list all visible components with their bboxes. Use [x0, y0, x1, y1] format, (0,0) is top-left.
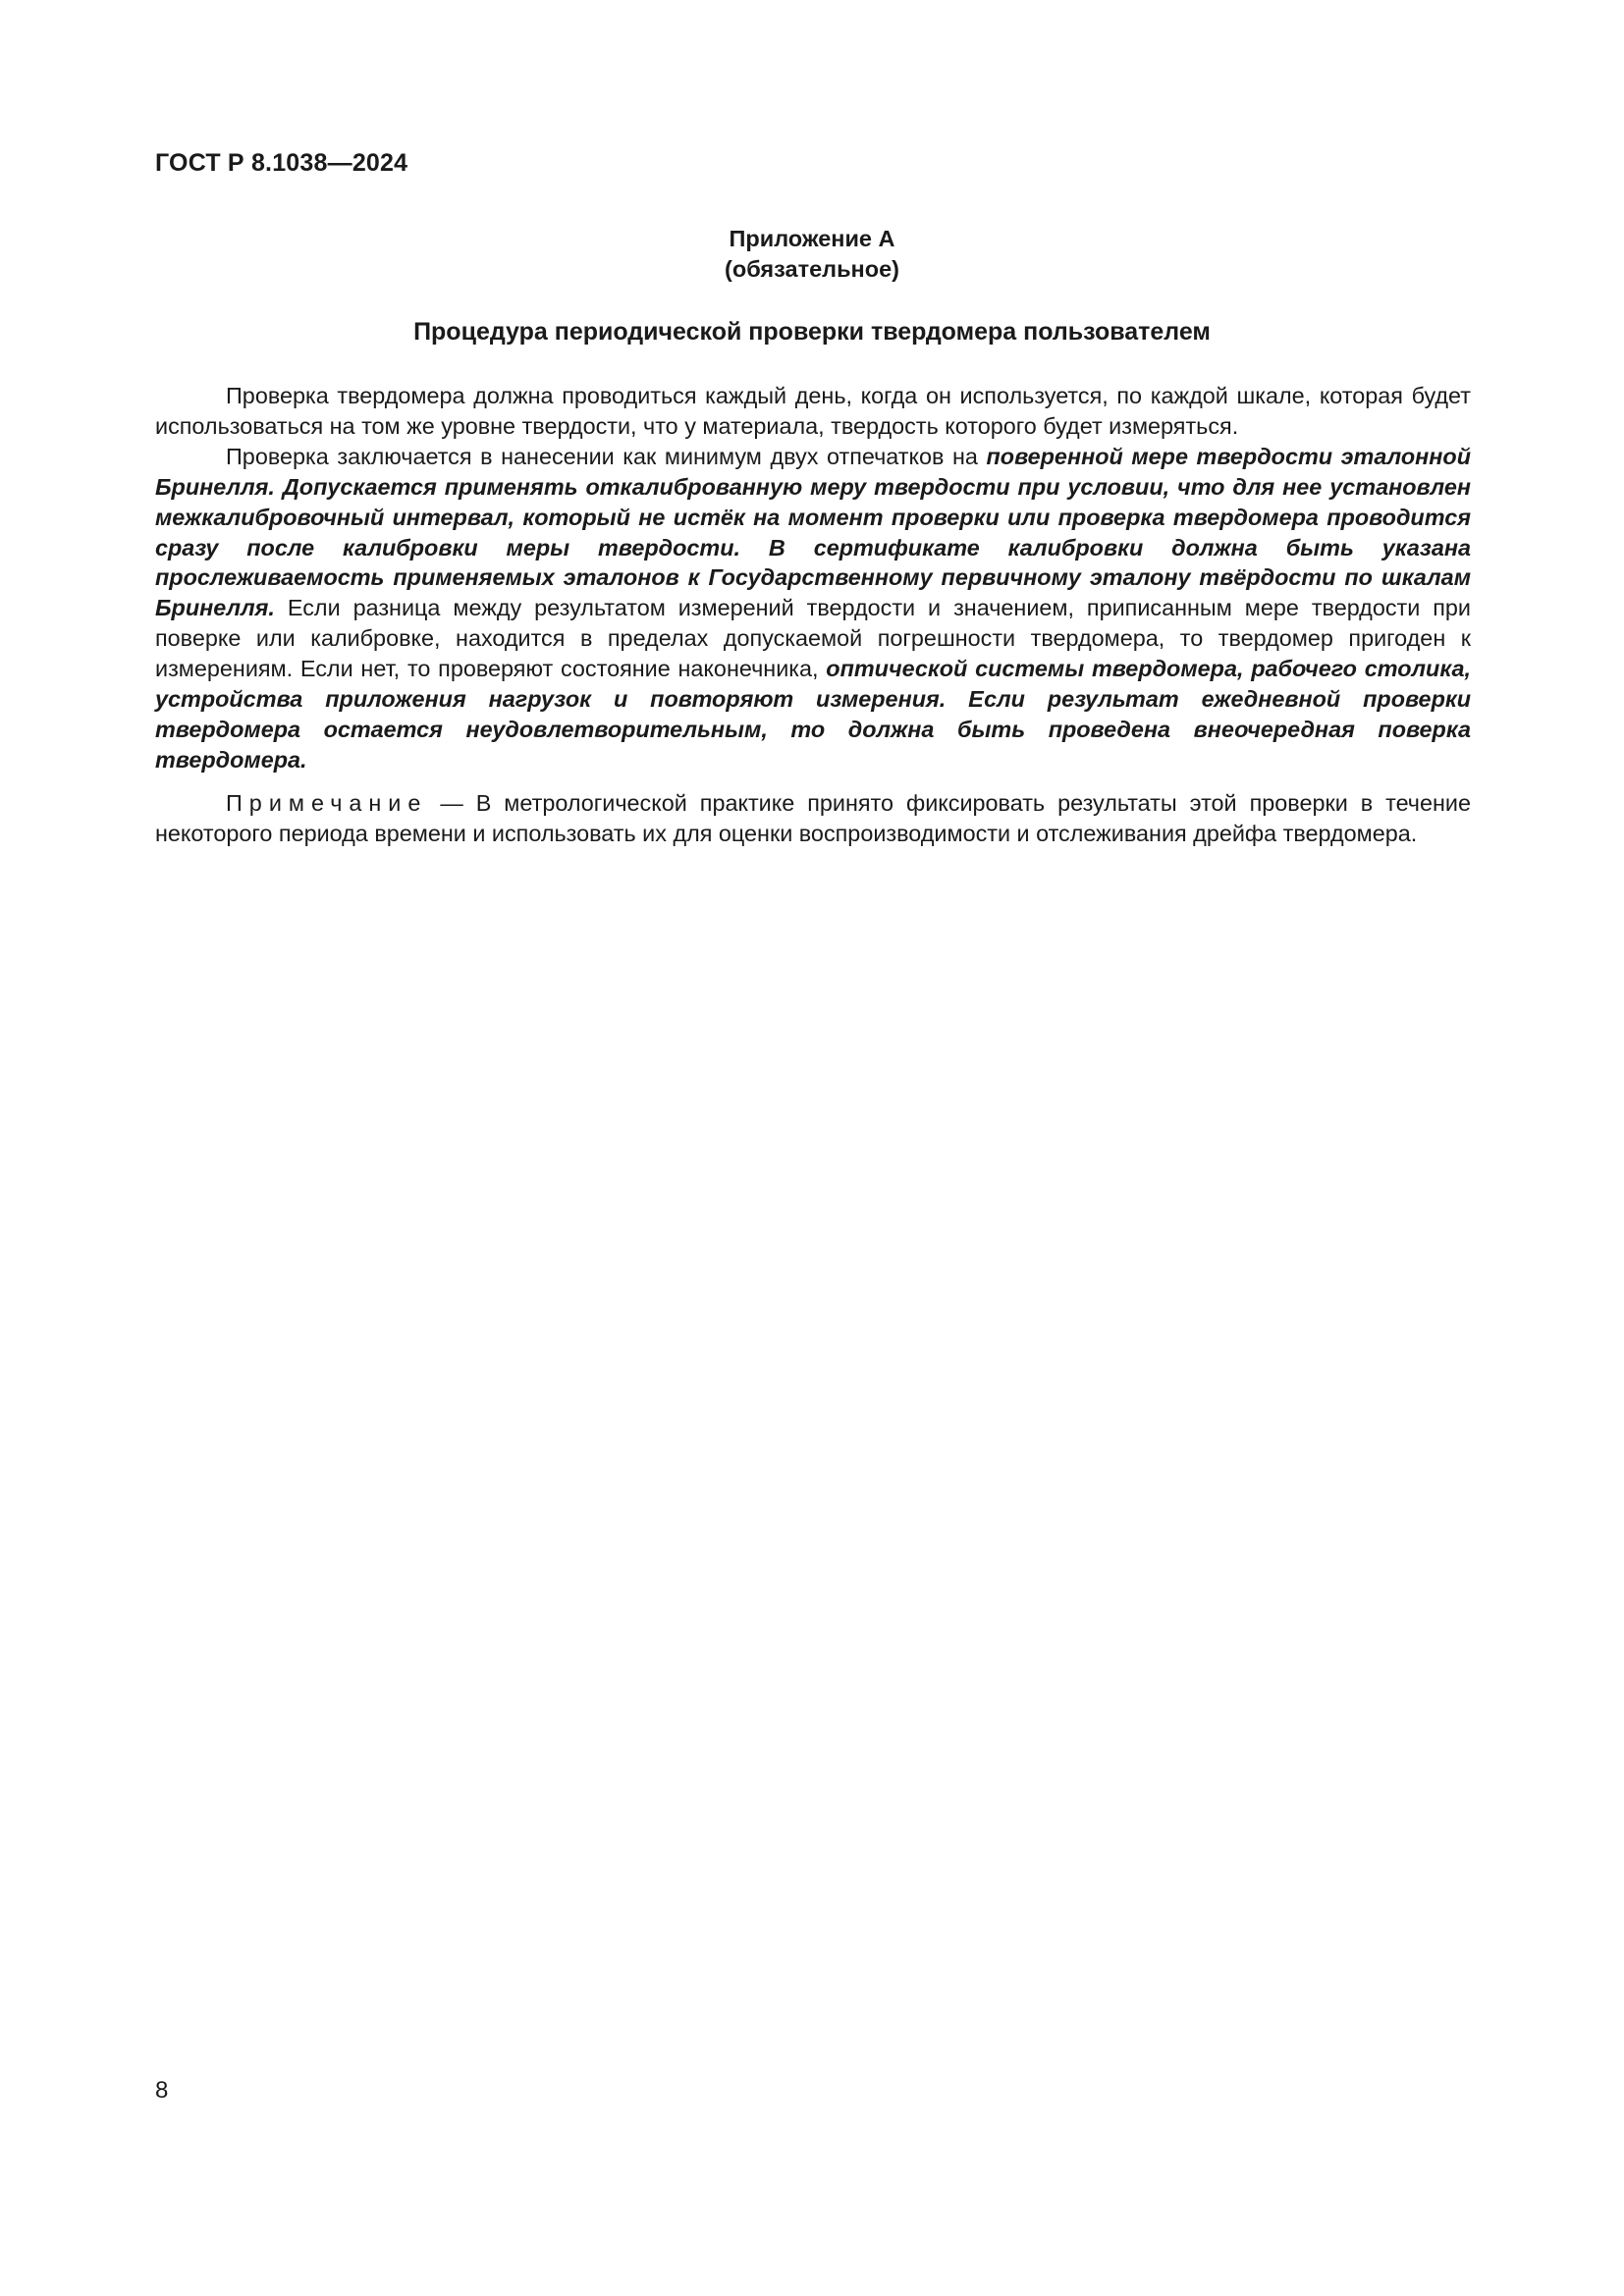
main-text — [155, 381, 1471, 775]
document-code-header: ГОСТ Р 8.1038—2024 — [155, 149, 408, 177]
paragraph-2-emphasis-1: поверенной мере твердости эталонной Бринелля. Допускается применять откалиброванную меру твердости при условии, что для нее установлен межкалибровочный интервал, который не истёк на момент проверки или проверка твердомера проводится сразу после калибровки меры твердости. В сертификате калибровки должна быть указана прослеживаемость применяемых эталонов к Государственному первичному эталону твёрдости по шкалам Бринелля. — [155, 443, 1471, 621]
appendix-status: (обязательное) — [725, 256, 899, 282]
paragraph-1 — [155, 381, 1471, 442]
note-text: — В метрологической практике принято фиксировать результаты этой проверки в течение некоторого периода времени и использовать их для оценки воспроизводимости и отслеживания дрейфа твердомера. — [155, 790, 1471, 846]
appendix-title: Приложение А — [729, 226, 895, 251]
paragraph-2-part-1: Проверка заключается в нанесении как минимум двух отпечатков на — [226, 443, 987, 469]
page-number: 8 — [155, 2077, 169, 2104]
note-paragraph — [155, 788, 1471, 849]
paragraph-2-emphasis-2: оптической системы твердомера, рабочего столика, устройства приложения нагрузок и повторяют измерения. Если результат ежедневной проверки твердомера остается неудовлетворительным, то должна быть проведена внеочередная поверка твердомера. — [155, 656, 1471, 773]
paragraph-1-text: Проверка твердомера должна проводиться каждый день, когда он используется, по каждой шкале, которая будет использоваться на том же уровне твердости, что у материала, твердость которого будет измеряться. — [155, 383, 1471, 439]
paragraph-2 — [155, 442, 1471, 775]
section-title: Процедура периодической проверки твердомера пользователем — [413, 318, 1211, 346]
note-block — [155, 788, 1471, 849]
paragraph-2-part-3: Если разница между результатом измерений твердости и значением, приписанным мере твердости при поверке или калибровке, находится в пределах допускаемой погрешности твердомера, то твердомер пригоден к измерениям. Если нет, то проверяют состояние наконечника, — [155, 595, 1471, 682]
note-label: Примечание — [226, 790, 428, 816]
